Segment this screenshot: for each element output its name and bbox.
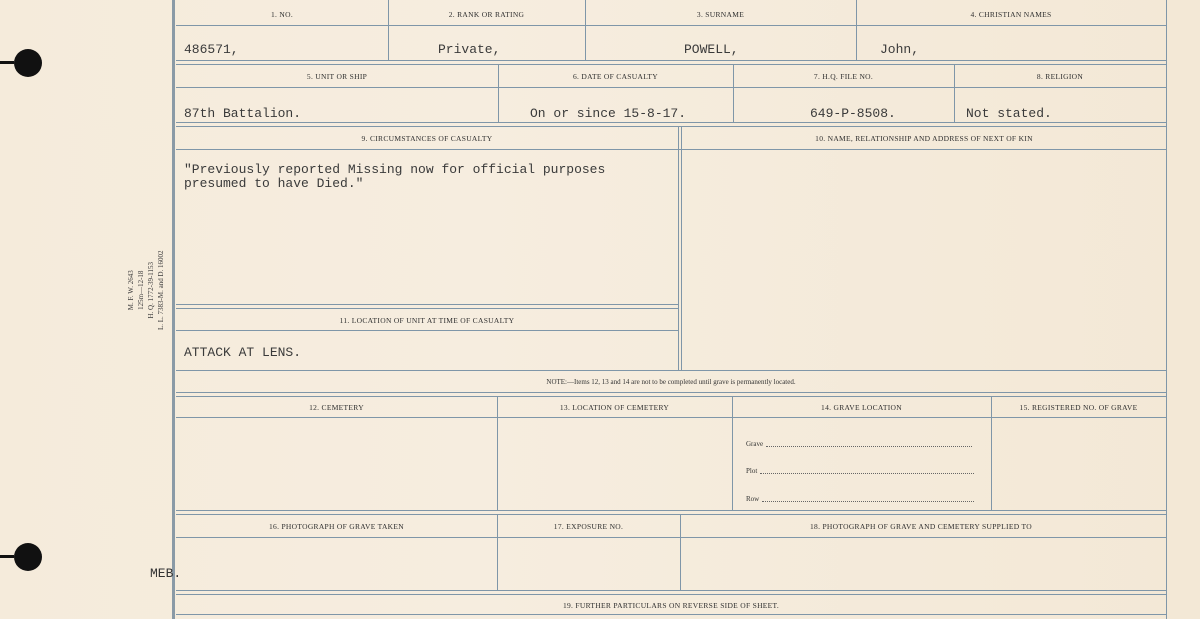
header-grave-location: 14. GRAVE LOCATION — [821, 403, 902, 412]
row3-bottom-rule — [176, 370, 1166, 371]
surname-value: POWELL, — [684, 42, 739, 57]
completion-note: NOTE:—Items 12, 13 and 14 are not to be completed until grave is permanently located. — [546, 378, 796, 386]
religion-value: Not stated. — [966, 106, 1052, 121]
form-code-line: 125m—12-18 — [137, 270, 145, 310]
header-unit: 5. UNIT OR SHIP — [306, 72, 368, 81]
row-label: Row — [746, 495, 760, 503]
header-rank: 2. RANK OR RATING — [448, 10, 525, 19]
header-photograph-supplied: 18. PHOTOGRAPH OF GRAVE AND CEMETERY SUPPLIED TO — [810, 522, 1032, 531]
row-dotted-line — [762, 501, 974, 502]
form-code-line: L. L. 7383-M. and D. 16002 — [157, 250, 165, 330]
location-header-rule — [176, 330, 678, 331]
row5-bottom-rule — [176, 590, 1166, 595]
location-top-rule — [176, 304, 678, 309]
punch-hole-bottom-line — [0, 555, 14, 558]
footer-rule — [176, 614, 1166, 615]
form-code-line: M. F. W. 2643 — [127, 270, 135, 311]
header-christian-names: 4. CHRISTIAN NAMES — [970, 10, 1052, 19]
christian-names-value: John, — [880, 42, 920, 57]
row3-header-rule — [176, 149, 1166, 150]
grave-dotted-line — [766, 446, 972, 447]
row4-header-rule — [176, 417, 1166, 418]
header-religion: 8. RELIGION — [1036, 72, 1084, 81]
header-registered-no: 15. REGISTERED NO. OF GRAVE — [1019, 403, 1138, 412]
grave-label: Grave — [746, 440, 764, 448]
rank-value: Private, — [438, 42, 501, 57]
hq-file-value: 649-P-8508. — [810, 106, 896, 121]
footer-note: 19. FURTHER PARTICULARS ON REVERSE SIDE OF SHEET. — [562, 601, 780, 610]
row1-bottom-rule — [176, 60, 1166, 65]
plot-label: Plot — [746, 467, 758, 475]
row3-divider — [678, 126, 679, 370]
right-border — [1166, 0, 1167, 619]
header-exposure-no: 17. EXPOSURE NO. — [553, 522, 624, 531]
clerk-initials: MEB. — [150, 566, 182, 581]
row5-header-rule — [176, 537, 1166, 538]
note-bottom-rule — [176, 392, 1166, 397]
plot-dotted-line — [760, 473, 974, 474]
circumstances-value: "Previously reported Missing now for official purposes presumed to have Died." — [184, 162, 606, 191]
row4-divider — [991, 396, 992, 510]
header-cemetery: 12. CEMETERY — [309, 403, 364, 412]
row4-divider — [497, 396, 498, 510]
header-location-of-cemetery: 13. LOCATION OF CEMETERY — [559, 403, 670, 412]
punch-hole-bottom — [14, 543, 42, 571]
row1-divider — [585, 0, 586, 60]
header-date-of-casualty: 6. DATE OF CASUALTY — [572, 72, 658, 81]
location-of-unit-value: ATTACK AT LENS. — [184, 345, 302, 360]
row1-header-rule — [176, 25, 1166, 26]
row1-divider — [388, 0, 389, 60]
row4-bottom-rule — [176, 510, 1166, 515]
form-code-line: H. Q. 1772-39-1153 — [147, 261, 155, 319]
header-next-of-kin: 10. NAME, RELATIONSHIP AND ADDRESS OF NEXT OF KIN — [815, 134, 1033, 143]
punch-hole-top — [14, 49, 42, 77]
row1-divider — [856, 0, 857, 60]
header-circumstances: 9. CIRCUMSTANCES OF CASUALTY — [361, 134, 493, 143]
row2-header-rule — [176, 87, 1166, 88]
header-number: 1. NO. — [270, 10, 293, 19]
unit-value: 87th Battalion. — [184, 106, 302, 121]
service-number-value: 486571, — [184, 42, 239, 57]
punch-hole-top-line — [0, 61, 14, 64]
form-code-block — [126, 250, 166, 330]
date-of-casualty-value: On or since 15-8-17. — [530, 106, 687, 121]
header-hq-file: 7. H.Q. FILE NO. — [813, 72, 874, 81]
row3-divider — [681, 126, 682, 370]
row4-divider — [732, 396, 733, 510]
row2-bottom-rule — [176, 122, 1166, 127]
header-photograph-taken: 16. PHOTOGRAPH OF GRAVE TAKEN — [269, 522, 404, 531]
left-margin-rule — [172, 0, 175, 619]
header-surname: 3. SURNAME — [696, 10, 745, 19]
header-location-of-unit: 11. LOCATION OF UNIT AT TIME OF CASUALTY — [339, 316, 515, 325]
